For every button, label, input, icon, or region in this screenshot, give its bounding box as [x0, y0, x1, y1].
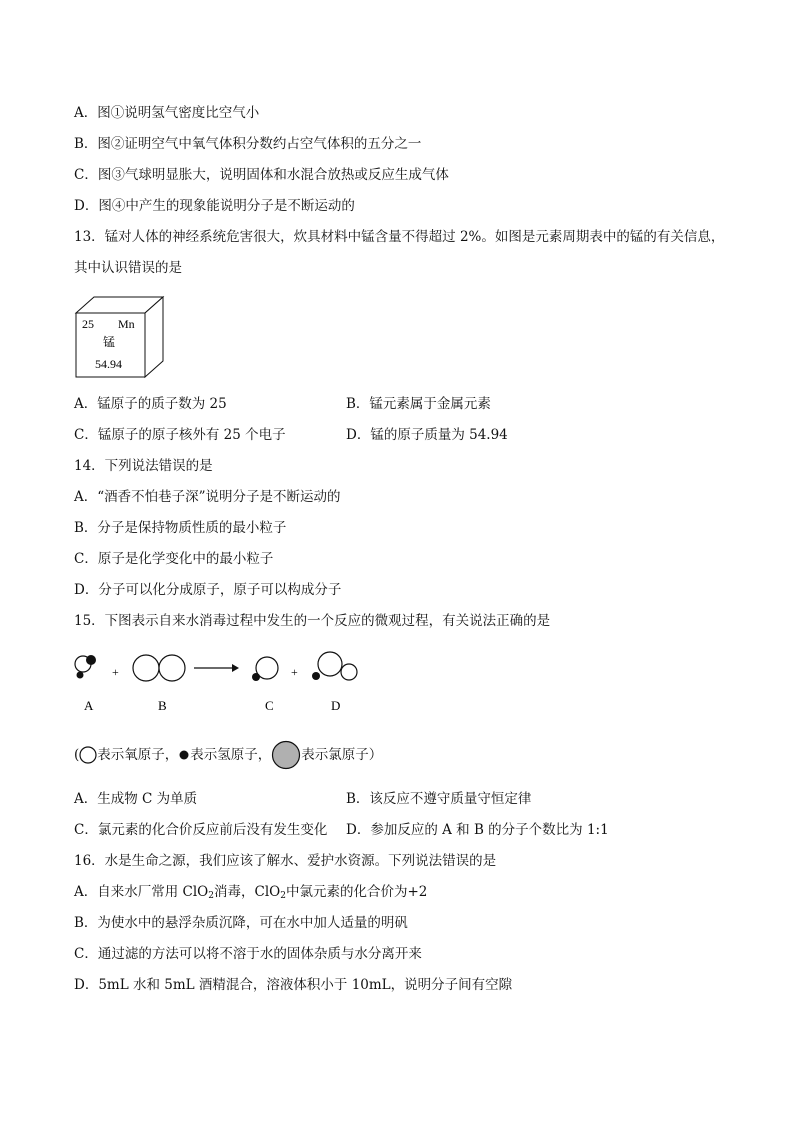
q16-option-d: D．5mL 水和 5mL 酒精混合，溶液体积小于 10mL，说明分子间有空隙 — [74, 977, 513, 993]
q12-option-b: B．图②证明空气中氧气体积分数约占空气体积的五分之一 — [74, 136, 422, 152]
legend-open-paren: ( — [74, 747, 80, 763]
q16-stem: 16．水是生命之源，我们应该了解水、爱护水资源。下列说法错误的是 — [74, 853, 497, 869]
q15-option-a: A．生成物 C 为单质 — [74, 791, 198, 807]
element-atomic-number: 25 — [82, 317, 94, 331]
legend-hydrogen-text: 表示氢原子， — [190, 747, 272, 763]
q12-option-c: C．图③气球明显胀大，说明固体和水混合放热或反应生成气体 — [74, 167, 449, 183]
q13-stem-line1: 13．锰对人体的神经系统危害很大，炊具材料中锰含量不得超过 2%。如图是元素周期表中的锰的有关信息， — [74, 229, 725, 245]
q14-stem: 14．下列说法错误的是 — [74, 458, 213, 474]
q16-option-c: C．通过滤的方法可以将不溶于水的固体杂质与水分离开来 — [74, 946, 422, 962]
reaction-arrow — [194, 664, 239, 672]
q14-option-a: A．“酒香不怕巷子深”说明分子是不断运动的 — [74, 489, 341, 505]
q14-option-b: B．分子是保持物质性质的最小粒子 — [74, 520, 287, 536]
label-c: C — [265, 698, 274, 713]
element-atomic-mass: 54.94 — [95, 357, 122, 371]
molecule-d — [312, 652, 357, 680]
periodic-element-cube — [74, 295, 166, 385]
label-d: D — [331, 698, 341, 713]
label-a: A — [84, 698, 94, 713]
element-symbol: Mn — [118, 317, 135, 331]
q12-option-a: A．图①说明氢气密度比空气小 — [74, 105, 260, 121]
q16-a-post: 中氯元素的化合价为+2 — [285, 884, 428, 900]
q16-a-sub1: 2 — [208, 891, 214, 901]
q13-option-d: D．锰的原子质量为 54.94 — [346, 427, 508, 443]
q16-option-a — [74, 883, 427, 905]
q13-option-b: B．锰元素属于金属元素 — [346, 396, 491, 412]
molecule-a — [75, 655, 96, 679]
q13-option-c: C．锰原子的原子核外有 25 个电子 — [74, 427, 286, 443]
reaction-diagram — [72, 650, 372, 724]
q16-a-sub2: 2 — [280, 891, 286, 901]
q15-stem: 15．下图表示自来水消毒过程中发生的一个反应的微观过程，有关说法正确的是 — [74, 613, 551, 629]
element-name: 锰 — [103, 335, 116, 349]
q12-option-d: D．图④中产生的现象能说明分子是不断运动的 — [74, 198, 355, 214]
legend-oxygen-text: 表示氧原子， — [97, 747, 179, 763]
q16-a-mid: 消毒，ClO — [214, 884, 281, 900]
q15-option-b: B．该反应不遵守质量守恒定律 — [346, 791, 532, 807]
molecule-b — [133, 655, 185, 681]
q13-option-a: A．锰原子的质子数为 25 — [74, 396, 227, 412]
plus-sign-1: + — [112, 665, 119, 679]
q16-option-b: B．为使水中的悬浮杂质沉降，可在水中加人适量的明矾 — [74, 915, 408, 931]
chlorine-atom-icon — [271, 740, 301, 770]
q14-option-d: D．分子可以化分成原子，原子可以构成分子 — [74, 582, 342, 598]
q15-option-d: D．参加反应的 A 和 B 的分子个数比为 1:1 — [346, 822, 609, 838]
q15-option-c: C．氯元素的化合价反应前后没有发生变化 — [74, 822, 328, 838]
plus-sign-2: + — [291, 665, 298, 679]
hydrogen-atom-icon — [178, 749, 190, 761]
label-b: B — [158, 698, 167, 713]
q16-a-pre: A．自来水厂常用 ClO — [74, 884, 209, 900]
q13-stem-line2: 其中认识错误的是 — [74, 260, 182, 276]
oxygen-atom-icon — [79, 746, 97, 764]
atom-legend — [74, 740, 382, 770]
molecule-c — [252, 657, 278, 681]
q14-option-c: C．原子是化学变化中的最小粒子 — [74, 551, 274, 567]
legend-chlorine-text: 表示氯原子） — [301, 747, 383, 763]
